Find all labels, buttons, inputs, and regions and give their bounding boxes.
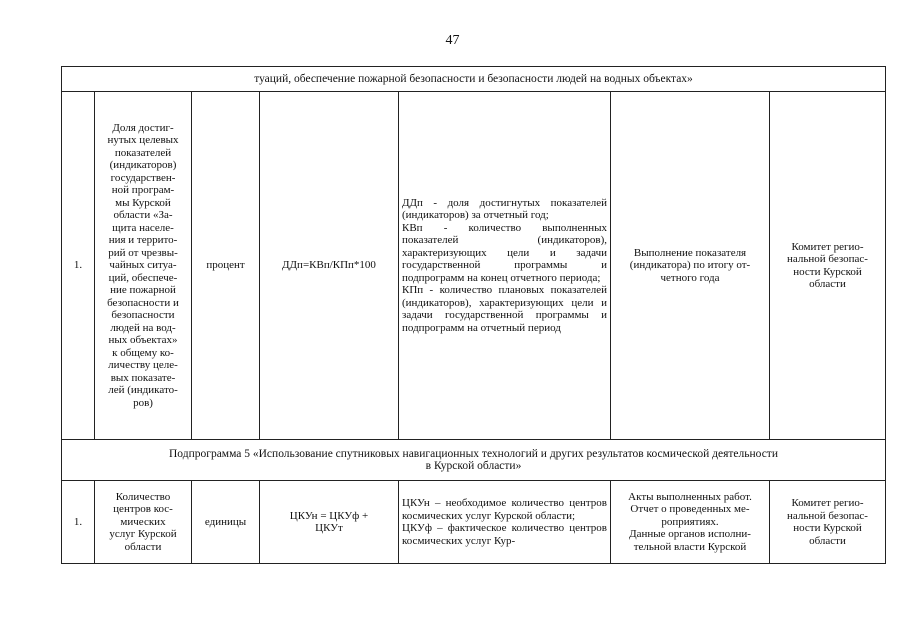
- table-row: [62, 92, 886, 440]
- responsible-body: Комитет регио- нальной безопас- ности Курской области: [770, 92, 886, 440]
- unit-of-measure: процент: [192, 92, 260, 440]
- indicator-name: Количество центров кос- мических услуг Курской области: [95, 481, 192, 564]
- unit-of-measure: единицы: [192, 481, 260, 564]
- indicator-name: Доля достиг- нутых целевых показателей (индикаторов) государствен- ной програм- мы Курской области «За- щита населе- ния и террито- рий от чрезвы- чайных ситуа- ций, обеспече- ние пожарной безопасности и безопасности людей на вод- ных объектах» к общему ко- личеству целе- вых показате- лей (индикато- ров): [95, 92, 192, 440]
- indicator-table: [61, 66, 886, 564]
- formula-definitions: ДДп - доля достигнутых показателей (индикаторов) за отчетный год; КВп - количество выполненных показателей (индикаторов), характеризующих цели и задачи государственной программы и подпрограмм на конец отчетного периода; КПп - количество плановых показателей (индикаторов), характеризующих цели и задачи государственной программы и подпрограмм на отчетный период: [399, 92, 611, 440]
- formula: ДДп=КВп/КПп*100: [260, 92, 399, 440]
- page-number: 47: [445, 33, 460, 48]
- subprogram-heading-row: [62, 440, 886, 481]
- data-source: Выполнение показателя (индикатора) по итогу от- четного года: [611, 92, 770, 440]
- subprogram-heading: Подпрограмма 5 «Использование спутниковых навигационных технологий и других результатов космической деятельности в Курской области»: [62, 440, 886, 481]
- row-number: 1.: [62, 481, 95, 564]
- table-row: [62, 481, 886, 564]
- section-heading-row: [62, 67, 886, 92]
- section-heading: туаций, обеспечение пожарной безопасности и безопасности людей на водных объектах»: [62, 67, 886, 92]
- data-source: Акты выполненных работ. Отчет о проведенных ме- роприятиях. Данные органов исполни- тельной власти Курской: [611, 481, 770, 564]
- formula-definitions: ЦКУн – необходимое количество центров космических услуг Курской области; ЦКУф – фактическое количество центров космических услуг Кур-: [399, 481, 611, 564]
- formula: ЦКУн = ЦКУф + ЦКУт: [260, 481, 399, 564]
- row-number: 1.: [62, 92, 95, 440]
- responsible-body: Комитет регио- нальной безопас- ности Курской области: [770, 481, 886, 564]
